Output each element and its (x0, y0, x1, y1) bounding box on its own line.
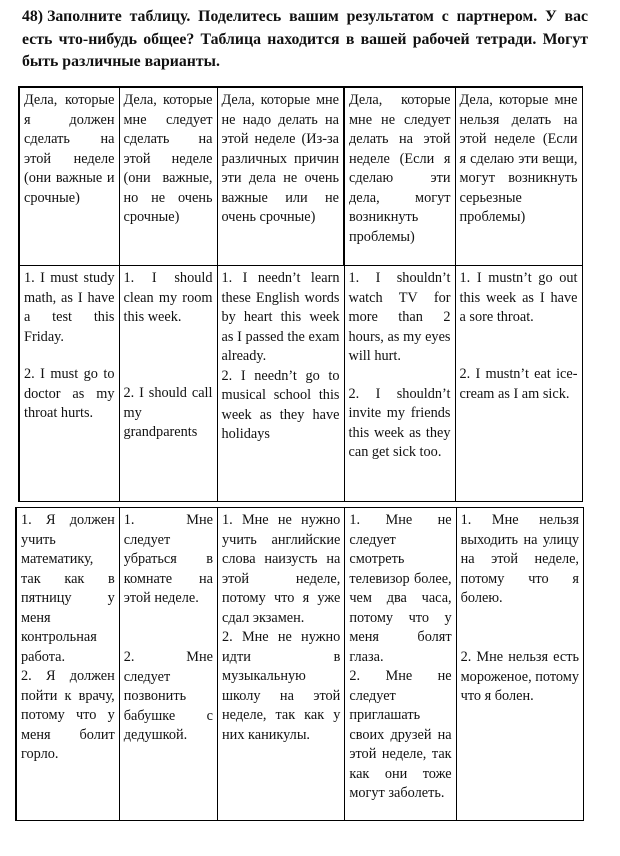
english-cell-neednt (217, 266, 344, 502)
russian-cell-should (119, 508, 217, 821)
english-cell-shouldnt (344, 266, 455, 502)
english-answer-item: 1. I should clean my room this week. (123, 270, 213, 325)
task-text: Заполните таблицу. Поделитесь вашим результатом с партнером. У вас есть что-нибудь общее? Таблица находится в вашей рабочей тетради. Могут быть различные варианты. (22, 8, 588, 70)
english-cell-must (19, 266, 119, 502)
english-answer-item: 2. I shouldn’t invite my friends this week as they can get sick too. (348, 385, 451, 460)
english-answer-item: 2. I should call my grandparents (123, 385, 213, 440)
russian-answer-item: 1. Мне нельзя выходить на улицу на этой неделе, потому что я болею. (460, 512, 579, 606)
russian-answer-item: 2. Я должен пойти к врачу, потому что у меня болит горло. (21, 668, 115, 762)
russian-cell-neednt (218, 508, 345, 821)
russian-answer-item: 1. Мне не следует смотреть телевизор более, чем два часа, потому что у меня болят глаза. (349, 512, 452, 665)
russian-answer-item: 1. Мне не нужно учить английские слова наизусть на этой неделе, потому что я уже сдал экзамен. (222, 512, 341, 626)
russian-answers-row (16, 508, 584, 821)
header-cell-neednt: Дела, которые мне не надо делать на этой неделе (Из-за различных причин эти дела не очень важные или не очень срочные) (217, 87, 344, 266)
english-cell-should (119, 266, 217, 502)
header-cell-mustnt: Дела, которые мне нельзя делать на этой неделе (Если я сделаю эти вещи, могут возникнуть серьезные проблемы) (455, 87, 582, 266)
english-answer-item: 2. I must go to doctor as my throat hurts. (24, 366, 115, 421)
plans-table-english (18, 86, 583, 502)
russian-cell-must (16, 508, 119, 821)
english-answer-item: 2. I needn’t go to musical school this week as they have holidays (221, 367, 340, 442)
header-cell-shouldnt: Дела, которые мне не следует делать на этой неделе (Если я сделаю эти дела, могут возникнуть проблемы) (344, 87, 455, 266)
header-cell-should: Дела, которые мне следует сделать на этой неделе (они важные, но не очень срочные) (119, 87, 217, 266)
task-instruction (22, 6, 588, 74)
russian-answer-item: 2. Мне не нужно идти в музыкальную школу на этой неделе, так как у них каникулы. (222, 629, 341, 743)
english-answer-item: 1. I must study math, as I have a test this Friday. (24, 270, 115, 345)
english-answer-item: 1. I needn’t learn these English words by heart this week as I passed the exam already. (221, 270, 340, 364)
russian-answer-item: 2. Мне следует позвонить бабушке с дедушкой. (123, 649, 214, 743)
russian-cell-shouldnt (345, 508, 456, 821)
russian-answer-item: 2. Мне нельзя есть мороженое, потому что я болен. (460, 649, 580, 704)
english-answer-item: 1. I shouldn’t watch TV for more than 2 hours, as my eyes will hurt. (348, 270, 451, 364)
english-answers-row (19, 266, 582, 502)
russian-answer-item: 1. Мне следует убраться в комнате на этой неделе. (123, 512, 214, 606)
task-number: 48) (22, 8, 44, 25)
english-cell-mustnt (455, 266, 582, 502)
header-cell-must: Дела, которые я должен сделать на этой неделе (они важные и срочные) (19, 87, 119, 266)
russian-answer-item: 1. Я должен учить математику, так как в пятницу у меня контрольная работа. (21, 512, 115, 665)
russian-answer-item: 2. Мне не следует приглашать своих друзей на этой неделе, так как они тоже могут заболеть. (349, 668, 452, 801)
english-answer-item: 2. I mustn’t eat ice-cream as I am sick. (459, 366, 578, 402)
russian-cell-mustnt (456, 508, 583, 821)
english-answer-item: 1. I mustn’t go out this week as I have a sore throat. (459, 270, 578, 325)
header-row (19, 87, 582, 266)
plans-table-russian (15, 507, 584, 821)
